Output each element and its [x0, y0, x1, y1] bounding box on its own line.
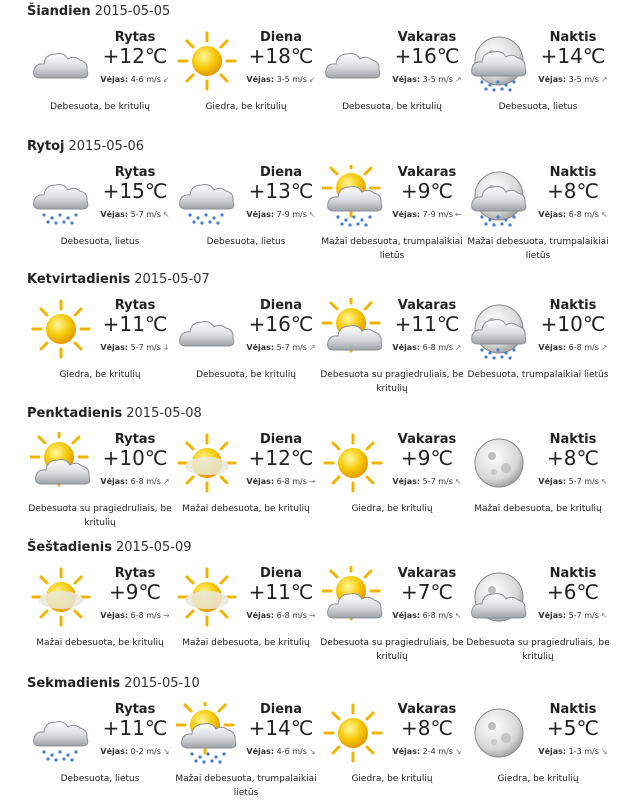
day-title	[27, 139, 144, 154]
wind-speed: 7-9 m/s	[276, 210, 307, 219]
day-block	[0, 406, 618, 536]
forecast-period	[468, 298, 618, 398]
temperature: +14℃	[540, 44, 606, 68]
wind-direction-icon: ↗	[454, 343, 462, 352]
weather-description: Giedra, be kritulių	[59, 370, 141, 380]
wind-direction-icon: ↗	[600, 343, 608, 352]
wind-direction-icon: ↗	[600, 75, 608, 84]
sun-haze-icon	[176, 432, 238, 494]
forecast-period	[322, 566, 472, 666]
moon-icon	[468, 432, 530, 494]
wind-speed: 6-8 m/s	[130, 477, 161, 486]
period-name: Rytas	[114, 432, 156, 447]
temperature: +8℃	[547, 179, 599, 203]
day-title	[27, 676, 200, 691]
temperature: +10℃	[102, 446, 168, 470]
cloud-rain-icon	[30, 702, 92, 764]
weather-description: Debesuota su pragiedruliais, be kritulių	[320, 638, 464, 662]
forecast-period	[322, 30, 472, 130]
wind-direction-icon: ↗	[454, 75, 462, 84]
temperature: +18℃	[248, 44, 314, 68]
forecast-period	[322, 432, 472, 532]
period-name: Vakaras	[397, 702, 457, 717]
weather-description: Debesuota, be kritulių	[342, 102, 442, 112]
sun-icon	[322, 432, 384, 494]
wind-speed: 5-7 m/s	[276, 343, 307, 352]
wind-info	[530, 75, 616, 84]
day-title	[27, 406, 202, 421]
forecast-period	[468, 30, 618, 130]
period-name: Diena	[259, 566, 303, 581]
temperature: +9℃	[401, 179, 453, 203]
wind-label: Vėjas:	[538, 343, 567, 352]
period-name: Rytas	[114, 165, 156, 180]
wind-label: Vėjas:	[246, 477, 275, 486]
wind-direction-icon: ↖	[600, 477, 608, 486]
wind-info	[238, 611, 324, 620]
period-name: Vakaras	[397, 432, 457, 447]
period-name: Diena	[259, 702, 303, 717]
forecast-period	[468, 165, 618, 265]
wind-speed: 6-8 m/s	[276, 611, 307, 620]
forecast-period	[322, 298, 472, 398]
forecast-period	[30, 702, 180, 802]
day-date: 2015-05-07	[134, 272, 210, 287]
forecast-period	[322, 165, 472, 265]
wind-label: Vėjas:	[246, 747, 275, 756]
period-name: Vakaras	[397, 165, 457, 180]
wind-direction-icon: ↖	[308, 210, 316, 219]
wind-speed: 5-7 m/s	[130, 343, 161, 352]
weather-description: Debesuota, lietus	[60, 237, 140, 247]
wind-speed: 4-6 m/s	[276, 747, 307, 756]
temperature: +5℃	[547, 716, 599, 740]
period-name: Vakaras	[397, 30, 457, 45]
temperature: +11℃	[394, 312, 460, 336]
forecast-period	[176, 566, 326, 666]
day-name: Penktadienis	[27, 406, 123, 421]
day-title	[27, 540, 192, 555]
wind-info	[238, 747, 324, 756]
wind-info	[384, 477, 470, 486]
temperature: +7℃	[401, 580, 453, 604]
wind-info	[384, 611, 470, 620]
weather-description: Debesuota, lietus	[60, 774, 140, 784]
temperature: +16℃	[394, 44, 460, 68]
wind-info	[238, 477, 324, 486]
period-name: Naktis	[549, 702, 597, 717]
wind-speed: 6-8 m/s	[422, 611, 453, 620]
wind-label: Vėjas:	[392, 75, 421, 84]
period-name: Naktis	[549, 30, 597, 45]
wind-speed: 5-7 m/s	[422, 477, 453, 486]
wind-direction-icon: ↙	[308, 75, 316, 84]
period-name: Naktis	[549, 432, 597, 447]
weather-description: Debesuota, trumpalaikiai lietūs	[467, 370, 609, 380]
forecast-period	[468, 702, 618, 802]
wind-speed: 0-2 m/s	[130, 747, 161, 756]
period-name: Vakaras	[397, 566, 457, 581]
sun-haze-icon	[176, 566, 238, 628]
day-title	[27, 272, 210, 287]
wind-direction-icon: ↓	[162, 343, 170, 352]
wind-direction-icon: ↘	[454, 747, 462, 756]
wind-label: Vėjas:	[538, 210, 567, 219]
weather-description: Giedra, be kritulių	[351, 504, 433, 514]
wind-label: Vėjas:	[100, 611, 129, 620]
wind-speed: 6-8 m/s	[276, 477, 307, 486]
wind-direction-icon: ↖	[162, 210, 170, 219]
cloud-icon	[322, 30, 384, 92]
period-name: Vakaras	[397, 298, 457, 313]
forecast-period	[30, 298, 180, 398]
weather-description: Debesuota, be kritulių	[196, 370, 296, 380]
wind-info	[530, 477, 616, 486]
wind-label: Vėjas:	[100, 747, 129, 756]
temperature: +11℃	[248, 580, 314, 604]
wind-direction-icon: ↗	[308, 343, 316, 352]
period-name: Rytas	[114, 298, 156, 313]
wind-direction-icon: ↖	[600, 611, 608, 620]
temperature: +12℃	[102, 44, 168, 68]
day-block	[0, 139, 618, 269]
weather-description: Mažai debesuota, trumpalaikiai lietūs	[175, 774, 317, 798]
day-name: Rytoj	[27, 139, 65, 154]
wind-speed: 6-8 m/s	[568, 210, 599, 219]
wind-info	[92, 477, 178, 486]
wind-speed: 2-4 m/s	[422, 747, 453, 756]
wind-info	[238, 210, 324, 219]
forecast-period	[468, 566, 618, 666]
weather-description: Mažai debesuota, be kritulių	[182, 638, 310, 648]
wind-speed: 3-5 m/s	[276, 75, 307, 84]
wind-speed: 7-9 m/s	[422, 210, 453, 219]
wind-label: Vėjas:	[246, 210, 275, 219]
wind-label: Vėjas:	[100, 210, 129, 219]
wind-speed: 6-8 m/s	[130, 611, 161, 620]
wind-label: Vėjas:	[100, 477, 129, 486]
wind-speed: 3-5 m/s	[422, 75, 453, 84]
period-name: Rytas	[114, 566, 156, 581]
forecast-period	[176, 432, 326, 532]
weather-description: Debesuota su pragiedruliais, be kritulių	[320, 370, 464, 394]
temperature: +12℃	[248, 446, 314, 470]
wind-info	[238, 75, 324, 84]
wind-speed: 6-8 m/s	[422, 343, 453, 352]
sun-cloud-icon	[30, 432, 92, 494]
sun-cloud-icon	[322, 298, 384, 360]
forecast-period	[30, 165, 180, 265]
period-name: Naktis	[549, 165, 597, 180]
wind-direction-icon: ↖	[600, 210, 608, 219]
wind-direction-icon: ↖	[454, 477, 462, 486]
wind-speed: 5-7 m/s	[568, 477, 599, 486]
wind-speed: 3-5 m/s	[568, 75, 599, 84]
day-title	[27, 4, 170, 19]
sun-icon	[30, 298, 92, 360]
wind-label: Vėjas:	[392, 210, 421, 219]
weather-description: Mažai debesuota, trumpalaikiai lietūs	[321, 237, 463, 261]
temperature: +9℃	[401, 446, 453, 470]
weather-description: Debesuota, lietus	[206, 237, 286, 247]
wind-label: Vėjas:	[100, 75, 129, 84]
wind-info	[92, 747, 178, 756]
weather-description: Giedra, be kritulių	[497, 774, 579, 784]
day-date: 2015-05-09	[115, 540, 192, 555]
temperature: +13℃	[248, 179, 314, 203]
wind-direction-icon: →	[308, 477, 316, 486]
weather-description: Debesuota, be kritulių	[50, 102, 150, 112]
period-name: Naktis	[549, 298, 597, 313]
wind-label: Vėjas:	[392, 343, 421, 352]
sun-cloud-rain-icon	[176, 702, 238, 764]
wind-label: Vėjas:	[392, 747, 421, 756]
wind-label: Vėjas:	[538, 747, 567, 756]
wind-info	[92, 75, 178, 84]
wind-label: Vėjas:	[392, 611, 421, 620]
period-name: Diena	[259, 298, 303, 313]
moon-icon	[468, 702, 530, 764]
forecast-period	[176, 30, 326, 130]
wind-label: Vėjas:	[100, 343, 129, 352]
wind-direction-icon: ↖	[454, 611, 462, 620]
forecast-period	[176, 702, 326, 802]
day-date: 2015-05-06	[68, 139, 145, 154]
sun-cloud-rain-icon	[322, 165, 384, 227]
weather-description: Giedra, be kritulių	[205, 102, 287, 112]
wind-label: Vėjas:	[246, 611, 275, 620]
day-name: Sekmadienis	[27, 676, 121, 691]
wind-info	[530, 210, 616, 219]
period-name: Diena	[259, 165, 303, 180]
wind-direction-icon: ↘	[600, 747, 608, 756]
day-name: Šeštadienis	[27, 540, 112, 555]
day-name: Ketvirtadienis	[27, 272, 131, 287]
forecast-period	[322, 702, 472, 802]
period-name: Diena	[259, 432, 303, 447]
sun-icon	[322, 702, 384, 764]
temperature: +9℃	[109, 580, 161, 604]
forecast-period	[30, 432, 180, 532]
wind-speed: 6-8 m/s	[568, 343, 599, 352]
wind-label: Vėjas:	[538, 477, 567, 486]
period-name: Naktis	[549, 566, 597, 581]
moon-cloud-icon	[468, 566, 530, 628]
forecast-period	[176, 298, 326, 398]
period-name: Rytas	[114, 702, 156, 717]
wind-direction-icon: ↙	[162, 75, 170, 84]
wind-label: Vėjas:	[538, 75, 567, 84]
cloud-rain-icon	[176, 165, 238, 227]
wind-info	[530, 343, 616, 352]
temperature: +11℃	[102, 716, 168, 740]
moon-cloud-rain-icon	[468, 165, 530, 227]
temperature: +8℃	[401, 716, 453, 740]
wind-info	[92, 210, 178, 219]
weather-description: Mažai debesuota, trumpalaikiai lietūs	[467, 237, 609, 261]
weather-description: Mažai debesuota, be kritulių	[36, 638, 164, 648]
weather-description: Debesuota su pragiedruliais, be kritulių	[466, 638, 610, 662]
temperature: +15℃	[102, 179, 168, 203]
weather-description: Debesuota su pragiedruliais, be kritulių	[28, 504, 172, 528]
wind-info	[530, 747, 616, 756]
day-block	[0, 540, 618, 670]
forecast-period	[176, 165, 326, 265]
period-name: Rytas	[114, 30, 156, 45]
wind-speed: 5-7 m/s	[568, 611, 599, 620]
temperature: +10℃	[540, 312, 606, 336]
wind-info	[92, 343, 178, 352]
temperature: +8℃	[547, 446, 599, 470]
sun-cloud-icon	[322, 566, 384, 628]
forecast-period	[30, 30, 180, 130]
wind-label: Vėjas:	[246, 343, 275, 352]
temperature: +6℃	[547, 580, 599, 604]
weather-description: Mažai debesuota, be kritulių	[474, 504, 602, 514]
cloud-icon	[30, 30, 92, 92]
wind-label: Vėjas:	[392, 477, 421, 486]
sun-haze-icon	[30, 566, 92, 628]
wind-info	[384, 210, 470, 219]
day-block	[0, 676, 618, 806]
forecast-period	[468, 432, 618, 532]
weather-description: Giedra, be kritulių	[351, 774, 433, 784]
wind-speed: 5-7 m/s	[130, 210, 161, 219]
weather-description: Mažai debesuota, be kritulių	[182, 504, 310, 514]
cloud-rain-icon	[30, 165, 92, 227]
day-date: 2015-05-08	[126, 406, 202, 421]
wind-direction-icon: ↗	[162, 477, 170, 486]
cloud-icon	[176, 298, 238, 360]
wind-info	[92, 611, 178, 620]
temperature: +16℃	[248, 312, 314, 336]
day-date: 2015-05-10	[124, 676, 200, 691]
forecast-period	[30, 566, 180, 666]
wind-speed: 1-3 m/s	[568, 747, 599, 756]
wind-info	[384, 343, 470, 352]
wind-info	[384, 747, 470, 756]
wind-direction-icon: →	[162, 611, 170, 620]
moon-cloud-rain-icon	[468, 298, 530, 360]
day-block	[0, 4, 618, 134]
wind-direction-icon: ↘	[162, 747, 170, 756]
wind-info	[238, 343, 324, 352]
wind-direction-icon: ↘	[308, 747, 316, 756]
weather-description: Debesuota, lietus	[498, 102, 578, 112]
moon-cloud-rain-icon	[468, 30, 530, 92]
wind-info	[384, 75, 470, 84]
day-date: 2015-05-05	[94, 4, 171, 19]
period-name: Diena	[259, 30, 303, 45]
day-name: Šiandien	[27, 4, 91, 19]
temperature: +11℃	[102, 312, 168, 336]
temperature: +14℃	[248, 716, 314, 740]
sun-icon	[176, 30, 238, 92]
wind-direction-icon: →	[308, 611, 316, 620]
day-block	[0, 272, 618, 402]
wind-speed: 4-6 m/s	[130, 75, 161, 84]
wind-direction-icon: ←	[454, 210, 462, 219]
wind-label: Vėjas:	[246, 75, 275, 84]
wind-info	[530, 611, 616, 620]
wind-label: Vėjas:	[538, 611, 567, 620]
